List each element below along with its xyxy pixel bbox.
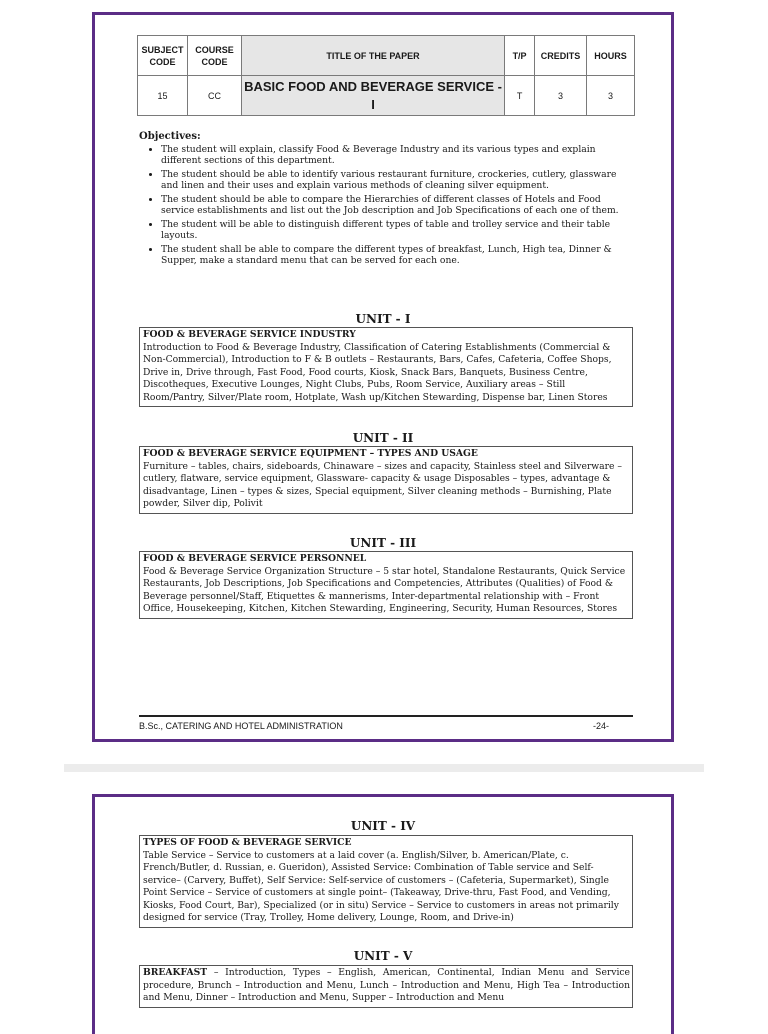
document-page-1 [92, 12, 674, 742]
hours-value: 3 [587, 76, 635, 116]
unit-1-title: UNIT - I [355, 312, 411, 326]
unit-4-heading: TYPES OF FOOD & BEVERAGE SERVICE [143, 837, 352, 848]
unit-5-heading: BREAKFAST [143, 967, 208, 978]
credits-value: 3 [535, 76, 587, 116]
col-subject-code: SUBJECT CODE [138, 36, 188, 76]
paper-info-table [137, 35, 635, 116]
page-footer [139, 715, 633, 731]
footer-course-name: B.Sc., CATERING AND HOTEL ADMINISTRATION [139, 721, 343, 731]
objective-item: • The student should be able to compare the Hierarchies of different classes of Hotels and Food service establishments and list out the Job description and Job Specifications of each one of them. [161, 194, 619, 217]
unit-1-heading: FOOD & BEVERAGE SERVICE INDUSTRY [143, 329, 356, 340]
objectives-heading: Objectives: [139, 131, 201, 142]
col-tp: T/P [505, 36, 535, 76]
objective-item: • The student should be able to identify various restaurant furniture, crockeries, cutlery, glassware and linen and their uses and explain various methods of cleaning silver equipment. [161, 169, 619, 192]
document-page-2 [92, 794, 674, 1034]
col-credits: CREDITS [535, 36, 587, 76]
objective-item: • The student will be able to distinguish different types of table and trolley service and their table layouts. [161, 219, 619, 242]
unit-1-body: Introduction to Food & Beverage Industry, Classification of Catering Establishments (Commercial & Non-Commercial), Introduction to F & B outlets – Restaurants, Bars, Cafes, Cafeteria, Coffee Shops, Drive in, Drive through, Fast Food, Food courts, Kiosk, Snack Bars, Banquets, Business Centre, Discotheques, Executive Lounges, Night Clubs, Pubs, Room Service, Auxiliary areas – Still Room/Pantry, Silver/Plate room, Hotplate, Wash up/Kitchen Stewarding, Dispense bar, Linen Stores [143, 341, 612, 403]
unit-3-title: UNIT - III [349, 536, 417, 550]
objectives-list [139, 144, 619, 267]
objective-item: • The student will explain, classify Food & Beverage Industry and its various types and explain different sections of this department. [161, 144, 619, 167]
unit-5-body: – Introduction, Types – English, American, Continental, Indian Menu and Service procedure, Brunch – Introduction and Menu, Lunch – Introduction and Menu, High Tea – Introduction and Menu, Dinner – Introduction and Menu, Supper – Introduction and Menu [143, 967, 630, 1003]
unit-4-body: Table Service – Service to customers at a laid cover (a. English/Silver, b. American/Plate, c. French/Butler, d. Russian, e. Gueridon), Assisted Service: Combination of Table service and Self-service– (Carvery, Buffet), Self Service: Self-service of customers – (Cafeteria, Supermarket), Single Point Service – Service of customers at single point– (Takeaway, Drive-thru, Fast Food, and Vending, Kiosks, Food Court, Bar), Specialized (or in situ) Service – Service to customers in areas not primarily designed for service (Tray, Trolley, Home delivery, Lounge, Room, and Drive-in) [143, 849, 619, 923]
page-number: -24- [592, 721, 609, 731]
objective-item: • The student shall be able to compare the different types of breakfast, Lunch, High tea, Dinner & Supper, make a standard menu that can be served for each one. [161, 244, 619, 267]
unit-2-title: UNIT - II [352, 431, 414, 445]
col-hours: HOURS [587, 36, 635, 76]
unit-3-body: Food & Beverage Service Organization Structure – 5 star hotel, Standalone Restaurants, Quick Service Restaurants, Job Descriptions, Job Specifications and Competencies, Attributes (Qualities) of Food & Beverage personnel/Staff, Etiquettes & mannerisms, Inter-departmental relationship with – Front Office, Housekeeping, Kitchen, Kitchen Stewarding, Engineering, Security, Human Resources, Stores [143, 565, 626, 614]
paper-title-value: BASIC FOOD AND BEVERAGE SERVICE - I [241, 76, 504, 116]
col-paper-title: TITLE OF THE PAPER [241, 36, 504, 76]
unit-5-title: UNIT - V [353, 949, 413, 963]
unit-3-heading: FOOD & BEVERAGE SERVICE PERSONNEL [143, 553, 367, 564]
subject-code-value: 15 [138, 76, 188, 116]
unit-2-box [139, 446, 633, 514]
unit-4-title: UNIT - IV [350, 819, 416, 833]
col-course-code: COURSE CODE [187, 36, 241, 76]
unit-5-box [139, 965, 633, 1008]
unit-1-box [139, 327, 633, 407]
page-separator [64, 764, 704, 772]
unit-2-heading: FOOD & BEVERAGE SERVICE EQUIPMENT – TYPES AND USAGE [143, 448, 478, 459]
objectives-section [139, 131, 619, 269]
tp-value: T [505, 76, 535, 116]
unit-3-box [139, 551, 633, 619]
unit-4-box [139, 835, 633, 928]
course-code-value: CC [187, 76, 241, 116]
unit-5-body-wrap [143, 967, 630, 1005]
unit-2-body: Furniture – tables, chairs, sideboards, Chinaware – sizes and capacity, Stainless steel and Silverware – cutlery, flatware, service equipment, Glassware- capacity & usage Disposables – types, advantage & disadvantage, Linen – types & sizes, Special equipment, Silver cleaning methods – Burnishing, Plate powder, Silver dip, Polivit [143, 460, 622, 509]
